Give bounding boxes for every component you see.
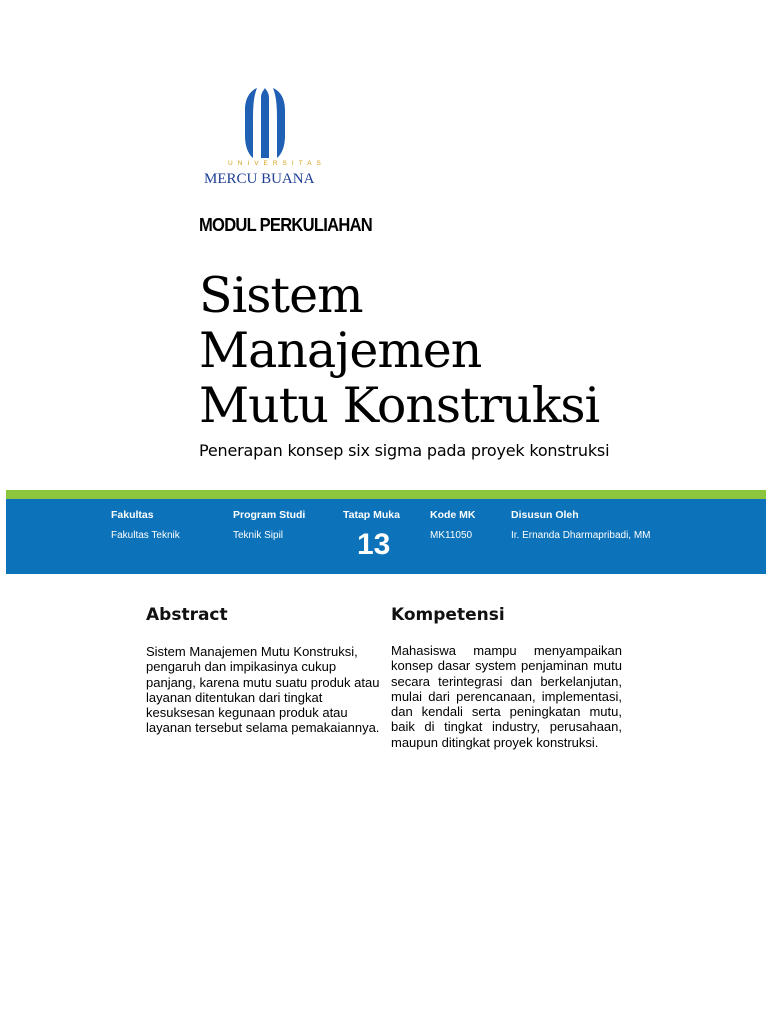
mercu-buana-flame-icon xyxy=(242,88,288,158)
kompetensi-heading: Kompetensi xyxy=(391,605,505,625)
fakultas-value: Fakultas Teknik xyxy=(111,530,180,541)
kode-mk-value: MK11050 xyxy=(430,530,473,541)
abstract-heading: Abstract xyxy=(146,605,228,625)
kode-mk-label: Kode MK xyxy=(430,509,476,521)
program-studi-label: Program Studi xyxy=(233,509,306,521)
abstract-text: Sistem Manajemen Mutu Konstruksi, pengaruh dan impikasinya cukup panjang, karena mutu suatu produk atau layanan ditentukan dari tingkat kesuksesan kegunaan produk atau layanan tersebut selama pemakaiannya. xyxy=(146,644,380,736)
program-studi-value: Teknik Sipil xyxy=(233,530,284,541)
page-subtitle: Penerapan konsep six sigma pada proyek konstruksi xyxy=(199,441,610,460)
disusun-oleh-label: Disusun Oleh xyxy=(511,509,579,521)
university-logo xyxy=(198,88,332,194)
kompetensi-text: Mahasiswa mampu menyampaikan konsep dasar system penjaminan mutu secara terintegrasi dan berkelanjutan, mulai dari perencanaan, implementasi, dan kendali serta peningkatan mutu, baik di tingkat industry, perusahaan, maupun ditingkat proyek konstruksi. xyxy=(391,643,622,750)
course-info-band xyxy=(6,499,766,574)
logo-universitas-text: UNIVERSITAS xyxy=(228,160,326,167)
title-line-2: Manajemen xyxy=(199,322,482,379)
accent-stripe xyxy=(6,490,766,499)
page-title xyxy=(199,268,599,433)
title-line-1: Sistem xyxy=(199,267,363,324)
tatap-muka-label: Tatap Muka xyxy=(343,509,400,521)
module-label: MODUL PERKULIAHAN xyxy=(199,215,373,235)
disusun-oleh-value: Ir. Ernanda Dharmapribadi, MM xyxy=(511,530,651,541)
logo-university-name: MERCU BUANA xyxy=(204,171,315,187)
fakultas-label: Fakultas xyxy=(111,509,154,521)
title-line-3: Mutu Konstruksi xyxy=(199,377,600,434)
tatap-muka-value: 13 xyxy=(357,528,391,561)
